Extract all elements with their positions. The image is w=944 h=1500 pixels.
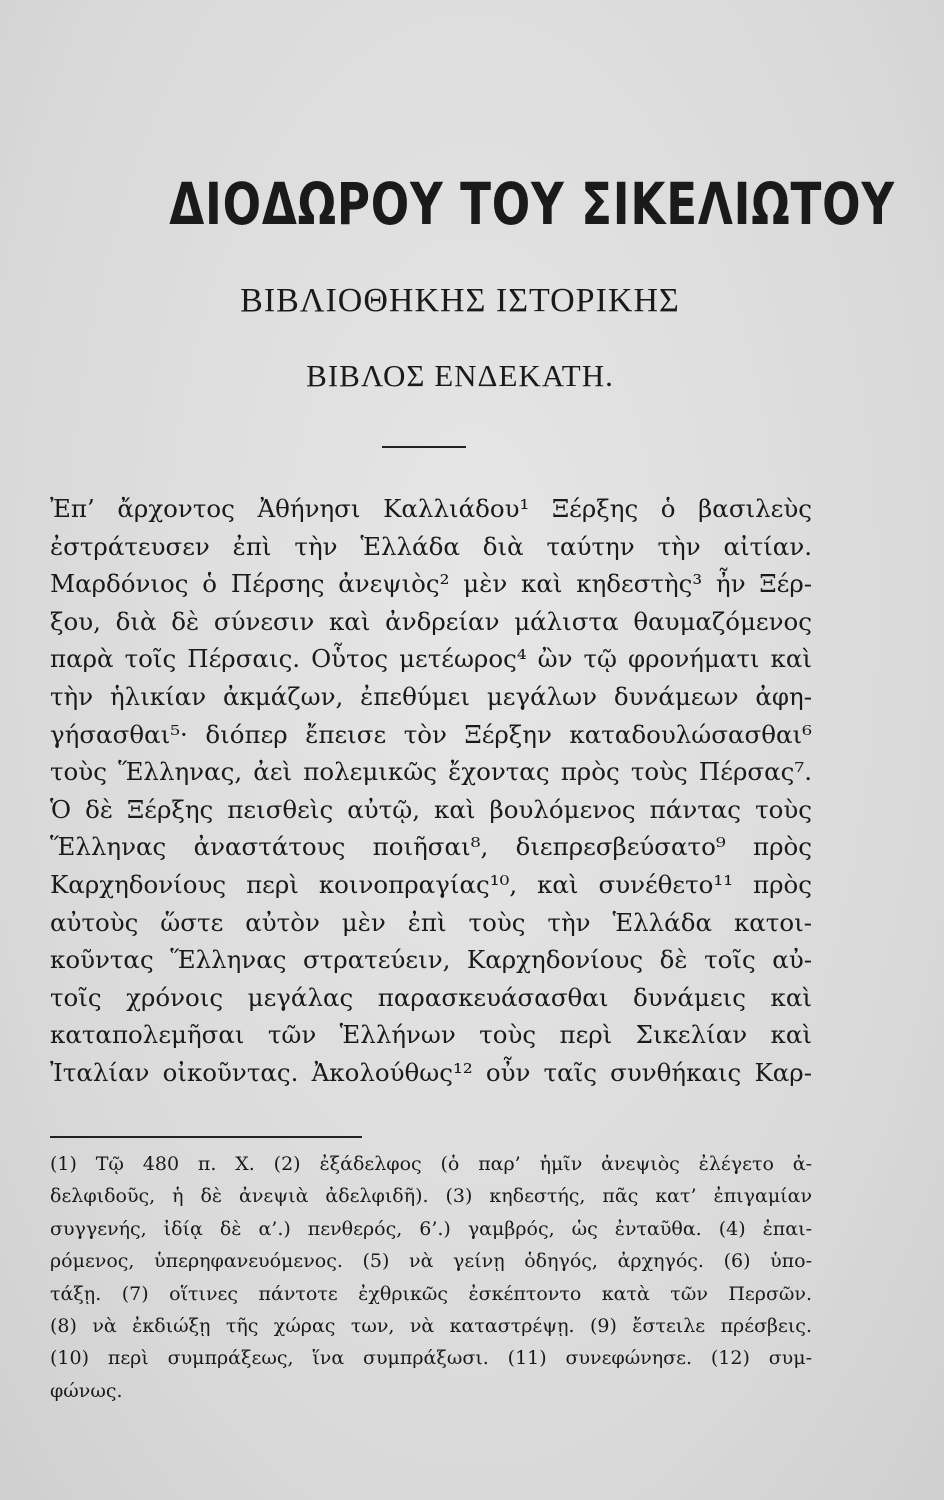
text-line: τοῖς χρόνοις μεγάλας παρασκευάσασθαι δυνάμεις καὶ xyxy=(50,982,812,1012)
text-line: παρὰ τοῖς Πέρσαις. Οὗτος μετέωρος⁴ ὢν τῷ φρονήματι καὶ xyxy=(50,644,812,674)
footnotes xyxy=(50,1148,812,1407)
text-line: Μαρδόνιος ὁ Πέρσης ἀνεψιὸς² μὲν καὶ κηδεστὴς³ ἦν Ξέρ- xyxy=(50,569,812,599)
main-text xyxy=(50,490,812,1092)
text-line: τοὺς Ἕλληνας, ἀεὶ πολεμικῶς ἔχοντας πρὸς τοὺς Πέρσας⁷. xyxy=(50,757,812,787)
work-subtitle: ΒΙΒΛΙΟΘΗΚΗΣ ΙΣΤΟΡΙΚΗΣ xyxy=(240,282,680,319)
footnote-line: (8) νὰ ἐκδιώξῃ τῆς χώρας των, νὰ καταστρέψῃ. (9) ἔστειλε πρέσβεις. xyxy=(50,1314,812,1337)
text-line: αὐτοὺς ὥστε αὐτὸν μὲν ἐπὶ τοὺς τὴν Ἑλλάδα κατοι- xyxy=(50,907,812,937)
book-heading: ΒΙΒΛΟΣ ΕΝΔΕΚΑΤΗ. xyxy=(306,358,614,393)
footnote-line: τάξῃ. (7) οἵτινες πάντοτε ἐχθρικῶς ἐσκέπτοντο κατὰ τῶν Περσῶν. xyxy=(50,1282,812,1305)
text-line: καταπολεμῆσαι τῶν Ἑλλήνων τοὺς περὶ Σικελίαν καὶ xyxy=(50,1020,812,1050)
work-title: ΔΙΟΔΩΡΟΥ ΤΟΥ ΣΙΚΕΛΙΩΤΟΥ xyxy=(169,170,895,238)
text-line: Ἕλληνας ἀναστάτους ποιῆσαι⁸, διεπρεσβεύσατο⁹ πρὸς xyxy=(50,832,812,862)
footnote-line: (10) περὶ συμπράξεως, ἵνα συμπράξωσι. (11) συνεφώνησε. (12) συμ- xyxy=(50,1347,812,1370)
text-line: ξου, διὰ δὲ σύνεσιν καὶ ἀνδρείαν μάλιστα θαυμαζόμενος xyxy=(50,606,812,636)
title-divider xyxy=(382,446,466,448)
text-line: ἐστράτευσεν ἐπὶ τὴν Ἑλλάδα διὰ ταύτην τὴν αἰτίαν. xyxy=(50,531,812,561)
text-line: Ἐπ’ ἄρχοντος Ἀθήνησι Καλλιάδου¹ Ξέρξης ὁ βασιλεὺς xyxy=(50,494,812,523)
footnote-line: δελφιδοῦς, ἡ δὲ ἀνεψιὰ ἀδελφιδῆ). (3) κηδεστής, πᾶς κατ’ ἐπιγαμίαν xyxy=(50,1185,812,1208)
text-line: γήσασθαι⁵· διόπερ ἔπεισε τὸν Ξέρξην καταδουλώσασθαι⁶ xyxy=(50,719,812,749)
text-line: Ἰταλίαν οἰκοῦντας. Ἀκολούθως¹² οὖν ταῖς συνθήκαις Καρ- xyxy=(50,1057,812,1087)
text-line: Ὁ δὲ Ξέρξης πεισθεὶς αὐτῷ, καὶ βουλόμενος πάντας τοὺς xyxy=(50,794,812,824)
footnote-divider xyxy=(50,1136,362,1138)
footnote-line: συγγενής, ἰδίᾳ δὲ α’.) πενθερός, 6’.) γαμβρός, ὡς ἐνταῦθα. (4) ἐπαι- xyxy=(50,1217,812,1240)
text-line: τὴν ἡλικίαν ἀκμάζων, ἐπεθύμει μεγάλων δυνάμεων ἀφη- xyxy=(50,681,812,711)
text-line: κοῦντας Ἕλληνας στρατεύειν, Καρχηδονίους δὲ τοῖς αὐ- xyxy=(50,945,812,975)
text-line: Καρχηδονίους περὶ κοινοπραγίας¹⁰, καὶ συνέθετο¹¹ πρὸς xyxy=(50,869,812,899)
footnote-line: φώνως. xyxy=(50,1379,123,1402)
footnote-line: ρόμενος, ὑπερηφανευόμενος. (5) νὰ γείνῃ ὁδηγός, ἀρχηγός. (6) ὑπο- xyxy=(50,1250,812,1273)
footnote-line: (1) Τῷ 480 π. Χ. (2) ἐξάδελφος (ὁ παρ’ ἡμῖν ἀνεψιὸς ἐλέγετο ἀ- xyxy=(50,1153,812,1175)
